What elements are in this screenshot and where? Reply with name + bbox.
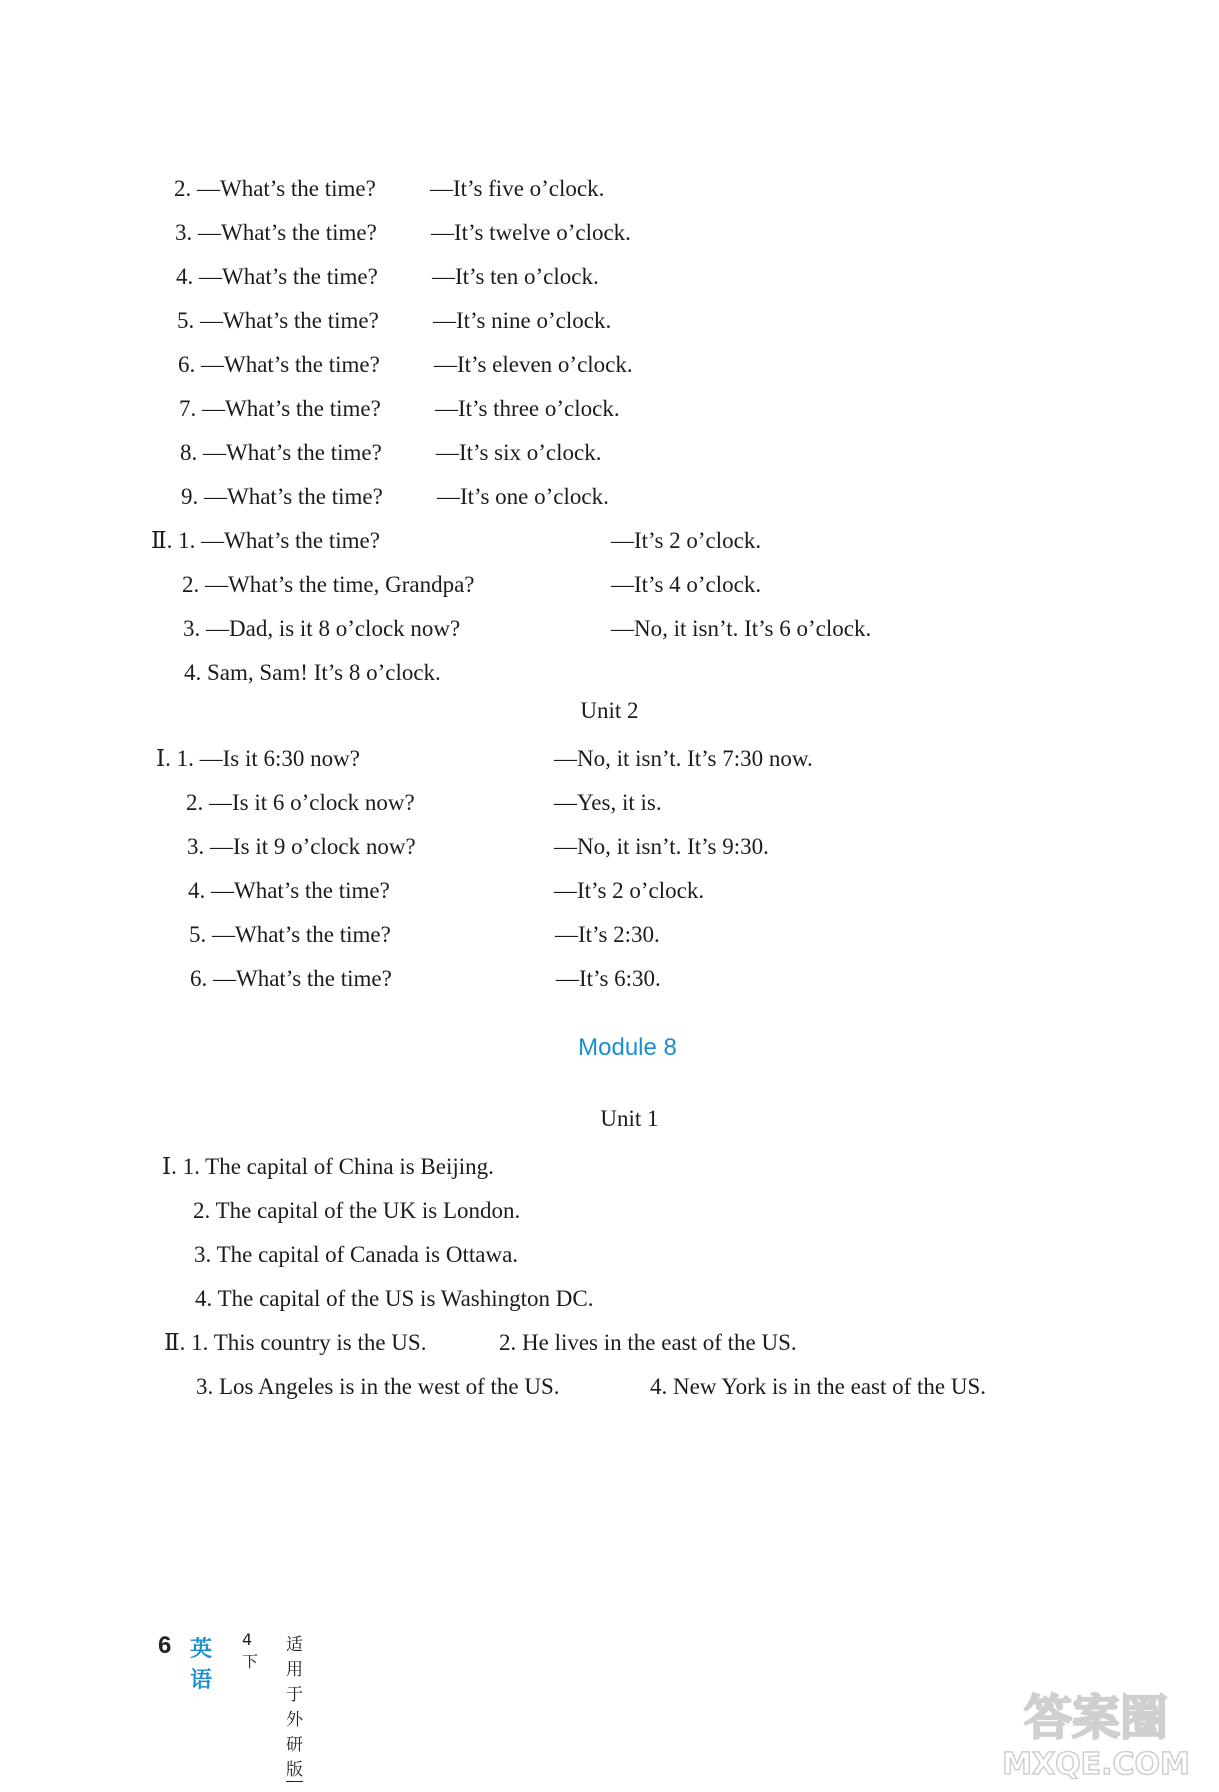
unit-heading: Unit 2 <box>580 698 639 723</box>
question-text: 2. —Is it 6 o’clock now? <box>186 790 415 815</box>
answer-text: —It’s 2 o’clock. <box>554 878 705 903</box>
unit-heading: Unit 1 <box>600 1106 659 1131</box>
question-text: 4. —What’s the time? <box>188 878 390 903</box>
question-text: Ⅱ. 1. —What’s the time? <box>151 528 380 553</box>
question-text: 8. —What’s the time? <box>180 440 382 465</box>
answer-text: —It’s ten o’clock. <box>432 264 599 289</box>
answer-text: 4. New York is in the east of the US. <box>650 1374 987 1399</box>
answer-text: —It’s six o’clock. <box>436 440 602 465</box>
answer-text: —It’s 6:30. <box>556 966 661 991</box>
edition-label: 适用于外研版 <box>286 1630 303 1782</box>
answer-text: —No, it isn’t. It’s 9:30. <box>554 834 769 859</box>
answer-text: —It’s three o’clock. <box>435 396 620 421</box>
answer-text: —No, it isn’t. It’s 6 o’clock. <box>611 616 872 641</box>
question-text: 4. —What’s the time? <box>176 264 378 289</box>
question-text: 4. Sam, Sam! It’s 8 o’clock. <box>184 660 441 685</box>
answer-text: —It’s five o’clock. <box>430 176 605 201</box>
watermark-logo <box>981 1676 1211 1786</box>
answer-text: —It’s eleven o’clock. <box>434 352 633 377</box>
answer-line: 4. The capital of the US is Washington DC. <box>195 1286 594 1311</box>
answer-text: 3. Los Angeles is in the west of the US. <box>196 1374 560 1399</box>
question-text: 3. —Dad, is it 8 o’clock now? <box>183 616 461 641</box>
question-text: 2. —What’s the time, Grandpa? <box>182 572 475 597</box>
subject-label: 英语 <box>190 1637 213 1693</box>
answer-text: —It’s 2 o’clock. <box>611 528 762 553</box>
answer-text: —It’s twelve o’clock. <box>431 220 631 245</box>
module-heading: Module 8 <box>578 1034 677 1061</box>
question-text: 9. —What’s the time? <box>181 484 383 509</box>
question-text: 7. —What’s the time? <box>179 396 381 421</box>
question-text: 6. —What’s the time? <box>190 966 392 991</box>
answer-text: Ⅱ. 1. This country is the US. <box>164 1330 427 1355</box>
answer-line: Ⅰ. 1. The capital of China is Beijing. <box>162 1154 494 1179</box>
grade-label: 4下 <box>242 1630 259 1671</box>
answer-line: 2. The capital of the UK is London. <box>193 1198 521 1223</box>
question-text: Ⅰ. 1. —Is it 6:30 now? <box>156 746 360 771</box>
answer-text: —It’s one o’clock. <box>437 484 609 509</box>
answer-line: 3. The capital of Canada is Ottawa. <box>194 1242 519 1267</box>
question-text: 2. —What’s the time? <box>174 176 376 201</box>
answer-text: —No, it isn’t. It’s 7:30 now. <box>554 746 813 771</box>
question-text: 6. —What’s the time? <box>178 352 380 377</box>
page-number: 6 <box>158 1632 172 1659</box>
answer-text: —Yes, it is. <box>554 790 662 815</box>
question-text: 3. —Is it 9 o’clock now? <box>187 834 416 859</box>
question-text: 3. —What’s the time? <box>175 220 377 245</box>
question-text: 5. —What’s the time? <box>177 308 379 333</box>
answer-text: 2. He lives in the east of the US. <box>499 1330 797 1355</box>
answer-text: —It’s 2:30. <box>555 922 660 947</box>
question-text: 5. —What’s the time? <box>189 922 391 947</box>
answer-text: —It’s nine o’clock. <box>433 308 612 333</box>
watermark-text-url: MXQE.COM <box>1002 1747 1190 1782</box>
answer-text: —It’s 4 o’clock. <box>611 572 762 597</box>
watermark-text-main: 答案圈 <box>1023 1690 1169 1746</box>
